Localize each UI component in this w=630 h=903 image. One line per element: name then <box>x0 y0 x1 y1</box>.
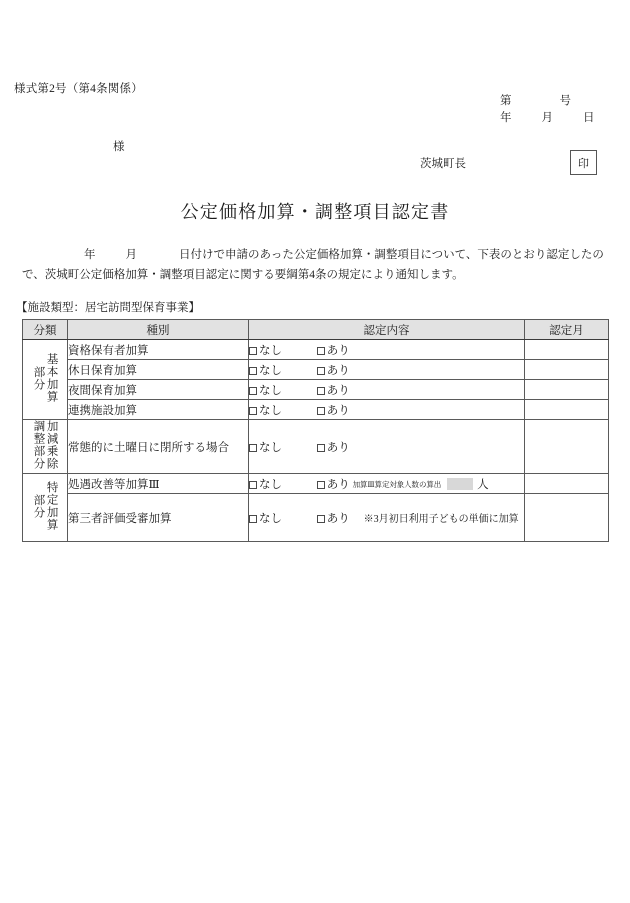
checkbox-yes[interactable] <box>317 382 350 398</box>
checkbox-icon[interactable] <box>249 407 257 415</box>
body-text-line2: で、茨城町公定価格加算・調整項目認定に関する要綱第4条の規定により通知します。 <box>22 269 464 281</box>
document-number-suffix: 号 <box>559 95 571 107</box>
checkbox-yes[interactable] <box>317 402 350 418</box>
facility-type-label: 【施設類型：居宅訪問型保育事業】 <box>16 302 200 314</box>
class-label-line1: 基本加算 <box>45 353 58 403</box>
type-cell: 処遇改善等加算Ⅲ <box>68 474 249 494</box>
calculation-note: 加算Ⅲ算定対象人数の算出 <box>352 479 442 489</box>
third-party-note: ※3月初日利用子どもの単価に加算 <box>363 513 519 525</box>
column-header-month: 認定月 <box>525 320 609 340</box>
content-cell <box>249 360 525 380</box>
addressee-honorific: 様 <box>113 141 125 153</box>
class-label-line1: 加減乗除 <box>45 420 58 470</box>
table-row <box>23 474 609 494</box>
body-paragraph <box>22 245 610 285</box>
date-year-label: 年 <box>500 112 512 124</box>
content-cell <box>249 420 525 474</box>
checkbox-none-label: なし <box>259 478 282 491</box>
page-title: 公定価格加算・調整項目認定書 <box>180 202 450 222</box>
table-row <box>23 400 609 420</box>
form-number: 様式第2号（第4条関係） <box>14 83 143 95</box>
content-cell <box>249 474 525 494</box>
class-cell-basic <box>23 340 68 420</box>
column-header-content: 認定内容 <box>249 320 525 340</box>
checkbox-icon[interactable] <box>317 407 325 415</box>
checkbox-icon[interactable] <box>317 367 325 375</box>
type-cell: 夜間保育加算 <box>68 380 249 400</box>
document-number-block <box>500 93 610 127</box>
checkbox-yes-label: あり <box>326 512 350 525</box>
checkbox-yes[interactable] <box>317 362 350 378</box>
table-row <box>23 340 609 360</box>
class-cell-specific <box>23 474 68 542</box>
checkbox-none[interactable] <box>249 510 282 526</box>
checkbox-icon[interactable] <box>249 481 257 489</box>
body-date-year: 年 <box>84 249 96 261</box>
seal-box: 印 <box>570 150 597 175</box>
checkbox-none-label: なし <box>259 344 282 357</box>
checkbox-none[interactable] <box>249 476 282 492</box>
checkbox-none[interactable] <box>249 439 282 455</box>
class-label-line2: 調整部分 <box>32 420 45 470</box>
checkbox-yes[interactable] <box>317 510 350 526</box>
month-cell[interactable] <box>525 380 609 400</box>
month-cell[interactable] <box>525 340 609 360</box>
table-row <box>23 380 609 400</box>
checkbox-icon[interactable] <box>317 515 325 523</box>
checkbox-yes[interactable] <box>317 476 350 492</box>
checkbox-none-label: なし <box>259 441 282 454</box>
type-cell: 休日保育加算 <box>68 360 249 380</box>
table-row <box>23 494 609 542</box>
table-header-row <box>23 320 609 340</box>
checkbox-icon[interactable] <box>249 444 257 452</box>
type-cell: 連携施設加算 <box>68 400 249 420</box>
month-cell[interactable] <box>525 474 609 494</box>
date-month-label: 月 <box>541 112 553 124</box>
checkbox-icon[interactable] <box>249 347 257 355</box>
body-date-month: 月 <box>125 249 137 261</box>
document-number-label: 第 <box>500 95 512 107</box>
checkbox-yes-label: あり <box>326 364 350 377</box>
issuer-name: 茨城町長 <box>420 158 466 170</box>
checkbox-yes-label: あり <box>326 478 350 491</box>
content-cell <box>249 494 525 542</box>
type-cell: 第三者評価受審加算 <box>68 494 249 542</box>
checkbox-yes-label: あり <box>326 384 350 397</box>
checkbox-yes-label: あり <box>326 344 350 357</box>
checkbox-icon[interactable] <box>249 387 257 395</box>
class-cell-adjustment <box>23 420 68 474</box>
checkbox-yes[interactable] <box>317 342 350 358</box>
class-label-line2: 部分 <box>32 365 45 391</box>
content-cell <box>249 340 525 360</box>
table-row <box>23 360 609 380</box>
class-label-line1: 特定加算 <box>45 481 58 531</box>
headcount-unit: 人 <box>477 478 489 491</box>
checkbox-icon[interactable] <box>317 387 325 395</box>
document-number-row <box>500 93 610 110</box>
content-cell <box>249 400 525 420</box>
type-cell: 常態的に土曜日に閉所する場合 <box>68 420 249 474</box>
checkbox-none[interactable] <box>249 402 282 418</box>
document-date-row <box>500 110 610 127</box>
date-day-label: 日 <box>583 112 595 124</box>
headcount-input[interactable] <box>447 478 473 490</box>
body-text-line1: 日付けで申請のあった公定価格加算・調整項目について、下表のとおり認定したの <box>179 249 604 261</box>
checkbox-icon[interactable] <box>317 481 325 489</box>
checkbox-none-label: なし <box>259 364 282 377</box>
month-cell[interactable] <box>525 494 609 542</box>
checkbox-none-label: なし <box>259 404 282 417</box>
month-cell[interactable] <box>525 400 609 420</box>
checkbox-icon[interactable] <box>317 347 325 355</box>
checkbox-yes[interactable] <box>317 439 350 455</box>
checkbox-none-label: なし <box>259 384 282 397</box>
checkbox-none[interactable] <box>249 382 282 398</box>
content-cell <box>249 380 525 400</box>
certification-table <box>22 319 609 542</box>
type-cell: 資格保有者加算 <box>68 340 249 360</box>
checkbox-icon[interactable] <box>249 367 257 375</box>
class-label-line2: 部分 <box>32 493 45 519</box>
checkbox-icon[interactable] <box>249 515 257 523</box>
table-row <box>23 420 609 474</box>
checkbox-icon[interactable] <box>317 444 325 452</box>
checkbox-none[interactable] <box>249 342 282 358</box>
checkbox-none-label: なし <box>259 512 282 525</box>
checkbox-none[interactable] <box>249 362 282 378</box>
column-header-class: 分類 <box>23 320 68 340</box>
checkbox-yes-label: あり <box>326 404 350 417</box>
month-cell[interactable] <box>525 420 609 474</box>
checkbox-yes-label: あり <box>326 441 350 454</box>
column-header-type: 種別 <box>68 320 249 340</box>
month-cell[interactable] <box>525 360 609 380</box>
